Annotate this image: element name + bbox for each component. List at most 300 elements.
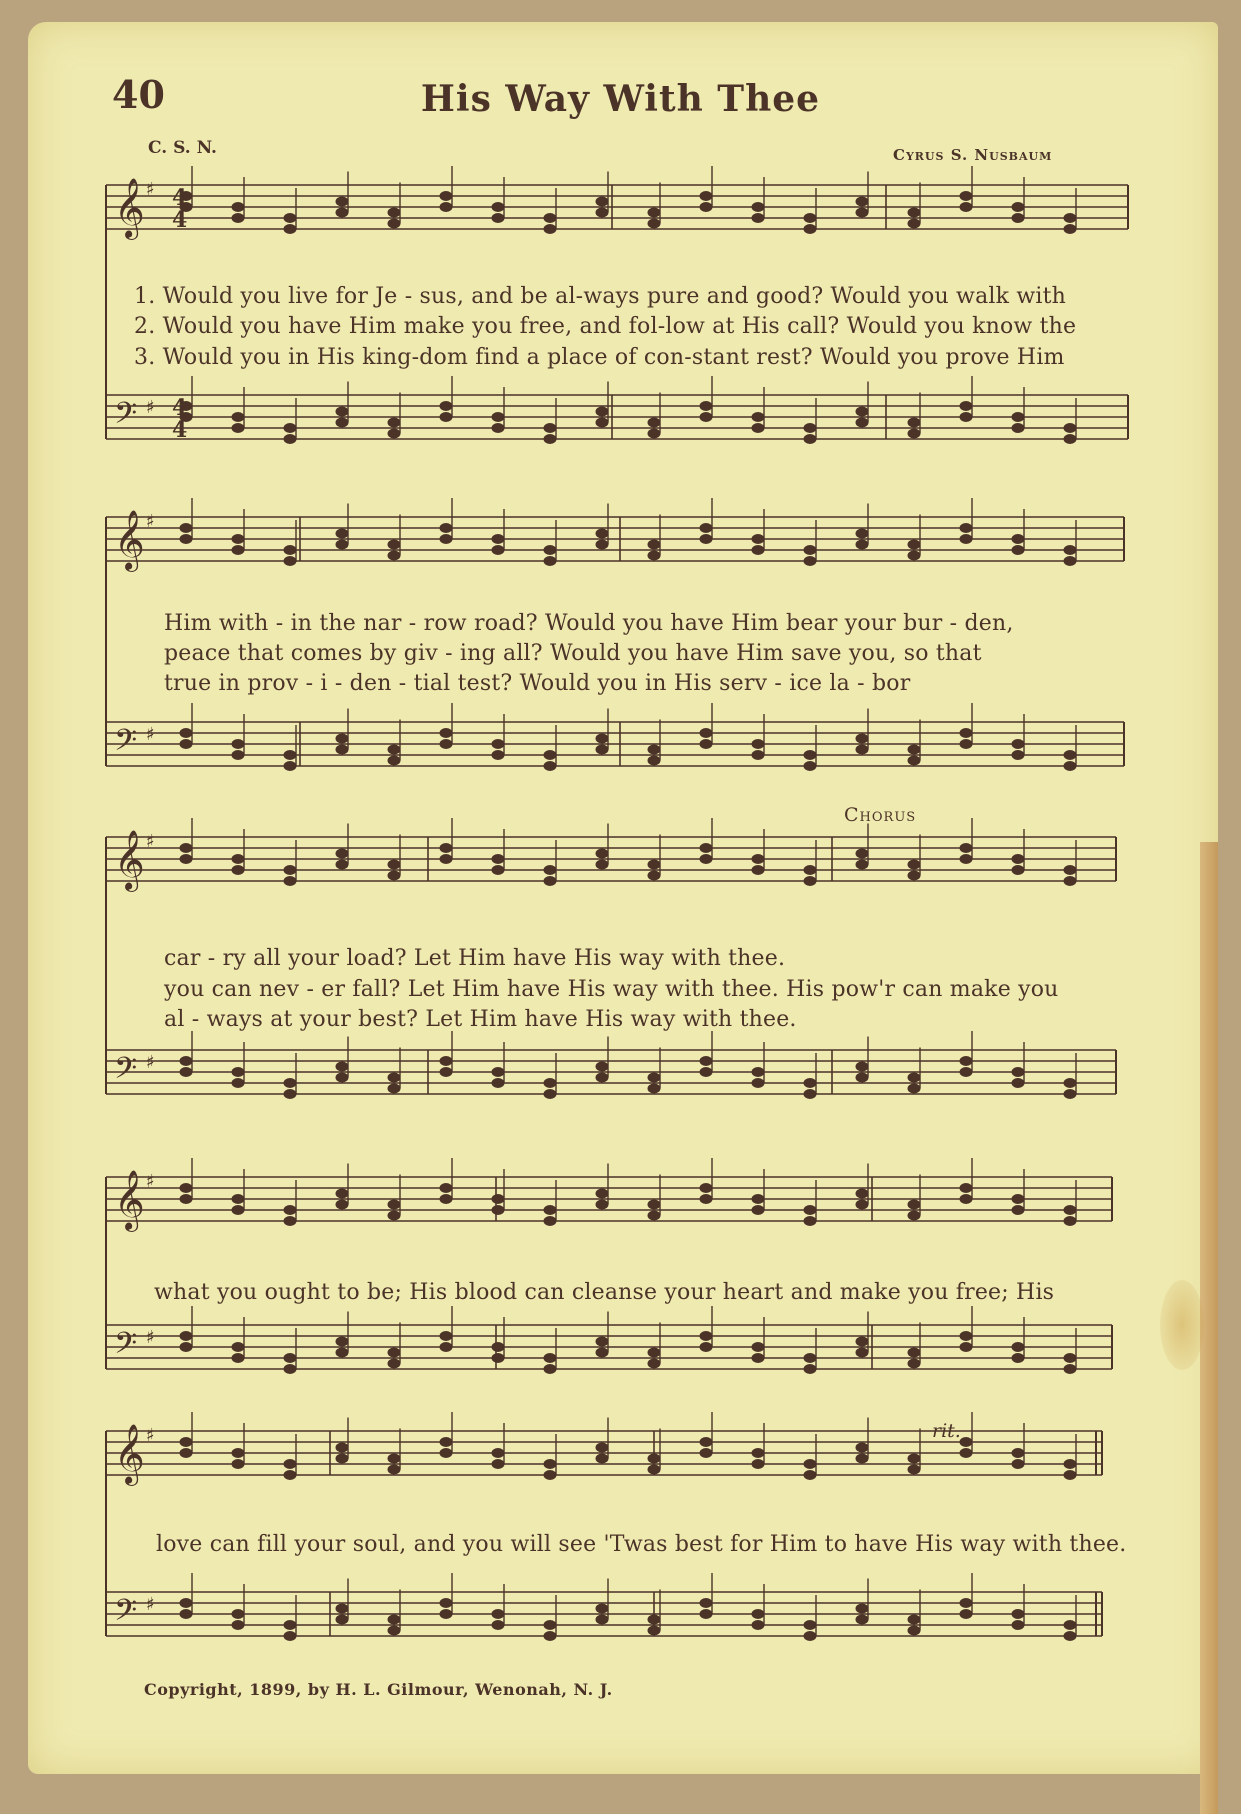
note-head [908, 1073, 921, 1083]
note-head [388, 551, 401, 561]
note-head [492, 739, 505, 749]
note-head [336, 1337, 349, 1347]
note-head [596, 1348, 609, 1358]
note-head [960, 1609, 973, 1619]
note-head [180, 1609, 193, 1619]
note-head [1064, 1089, 1077, 1099]
note-head [440, 202, 453, 212]
note-head [908, 219, 921, 229]
note-head [700, 1437, 713, 1447]
bass-clef-icon: 𝄢 [114, 724, 138, 765]
note-head [700, 854, 713, 864]
note-head [752, 213, 765, 223]
note-head [596, 1062, 609, 1072]
note-head [388, 1626, 401, 1636]
sharp-icon: ♯ [146, 724, 155, 745]
note-head [1012, 423, 1025, 433]
note-head [908, 540, 921, 550]
note-head [284, 545, 297, 555]
note-head [492, 423, 505, 433]
note-head [804, 545, 817, 555]
note-head [1064, 1216, 1077, 1226]
note-head [492, 1459, 505, 1469]
note-head [1064, 1620, 1077, 1630]
note-head [232, 423, 245, 433]
note-head [752, 412, 765, 422]
note-head [1012, 1459, 1025, 1469]
note-head [492, 1353, 505, 1363]
note-head [752, 1609, 765, 1619]
note-head [960, 1067, 973, 1077]
note-head [804, 876, 817, 886]
note-head [804, 1631, 817, 1641]
lyric-line: 1. Would you live for Je - sus, and be al-ways pure and good? Would you walk with [134, 284, 1067, 309]
note-head [1012, 534, 1025, 544]
note-head [284, 1205, 297, 1215]
note-head [336, 745, 349, 755]
note-head [284, 556, 297, 566]
note-head [388, 219, 401, 229]
note-head [856, 1073, 869, 1083]
note-head [700, 202, 713, 212]
note-head [596, 1073, 609, 1083]
note-head [648, 1359, 661, 1369]
note-head [1012, 412, 1025, 422]
note-head [336, 1073, 349, 1083]
note-head [700, 843, 713, 853]
note-head [596, 745, 609, 755]
note-head [544, 865, 557, 875]
note-head [752, 1205, 765, 1215]
note-head [960, 202, 973, 212]
note-head [700, 191, 713, 201]
note-head [752, 1620, 765, 1630]
note-head [960, 843, 973, 853]
note-head [804, 865, 817, 875]
note-head [336, 1200, 349, 1210]
note-head [648, 871, 661, 881]
note-head [960, 1331, 973, 1341]
note-head [856, 407, 869, 417]
note-head [232, 1342, 245, 1352]
note-head [232, 865, 245, 875]
note-head [336, 1443, 349, 1453]
note-head [856, 208, 869, 218]
note-head [544, 1620, 557, 1630]
note-head [544, 1353, 557, 1363]
note-head [700, 1342, 713, 1352]
note-head [544, 213, 557, 223]
note-head [440, 1342, 453, 1352]
note-head [596, 1454, 609, 1464]
note-head [180, 534, 193, 544]
note-head [440, 534, 453, 544]
note-head [284, 1620, 297, 1630]
note-head [596, 734, 609, 744]
note-head [752, 545, 765, 555]
note-head [492, 412, 505, 422]
note-head [1012, 1067, 1025, 1077]
note-head [180, 1598, 193, 1608]
note-head [752, 423, 765, 433]
note-head [908, 551, 921, 561]
note-head [856, 1454, 869, 1464]
note-head [856, 1200, 869, 1210]
note-head [336, 407, 349, 417]
note-head [1064, 545, 1077, 555]
note-head [388, 540, 401, 550]
note-head [752, 1448, 765, 1458]
note-head [232, 213, 245, 223]
note-head [804, 213, 817, 223]
note-head [908, 1084, 921, 1094]
note-head [908, 1200, 921, 1210]
note-head [804, 750, 817, 760]
note-head [284, 423, 297, 433]
note-head [856, 529, 869, 539]
note-head [388, 1465, 401, 1475]
note-head [440, 1448, 453, 1458]
note-head [908, 1465, 921, 1475]
note-head [544, 1205, 557, 1215]
note-head [388, 208, 401, 218]
sharp-icon: ♯ [146, 179, 155, 200]
note-head [284, 1216, 297, 1226]
chorus-label: Chorus [844, 804, 917, 826]
note-head [648, 1348, 661, 1358]
note-head [700, 1194, 713, 1204]
note-head [492, 1342, 505, 1352]
note-head [284, 1631, 297, 1641]
note-head [752, 1078, 765, 1088]
note-head [908, 208, 921, 218]
note-head [1064, 1631, 1077, 1641]
note-head [180, 1194, 193, 1204]
note-head [180, 1331, 193, 1341]
lyric-line: what you ought to be; His blood can cleanse your heart and make you free; His [154, 1280, 1055, 1305]
lyric-line: love can fill your soul, and you will see 'Twas best for Him to have His way with thee. [156, 1532, 1127, 1557]
note-head [544, 1078, 557, 1088]
note-head [336, 860, 349, 870]
treble-clef-icon: 𝄞 [114, 1170, 145, 1230]
note-head [908, 1359, 921, 1369]
note-head [284, 434, 297, 444]
lyric-line: Him with - in the nar - row road? Would you have Him bear your bur - den, [164, 611, 1014, 636]
note-head [492, 1067, 505, 1077]
note-head [180, 728, 193, 738]
note-head [440, 1183, 453, 1193]
note-head [700, 1056, 713, 1066]
note-head [492, 545, 505, 555]
note-head [232, 1078, 245, 1088]
note-head [908, 756, 921, 766]
note-head [440, 739, 453, 749]
note-head [284, 1459, 297, 1469]
note-head [908, 1211, 921, 1221]
note-head [284, 1078, 297, 1088]
note-head [908, 1454, 921, 1464]
note-head [1012, 1620, 1025, 1630]
note-head [1064, 1353, 1077, 1363]
note-head [440, 1194, 453, 1204]
lyric-line: you can nev - er fall? Let Him have His way with thee. His pow'r can make you [164, 977, 1059, 1002]
note-head [804, 1205, 817, 1215]
note-head [856, 1337, 869, 1347]
note-head [596, 1604, 609, 1614]
time-signature: 4 [172, 417, 188, 443]
note-head [908, 1626, 921, 1636]
note-head [648, 540, 661, 550]
note-head [960, 854, 973, 864]
note-head [180, 1183, 193, 1193]
note-head [804, 224, 817, 234]
note-head [1012, 1342, 1025, 1352]
composer-credit: Cyrus S. Nusbaum [893, 146, 1053, 164]
note-head [700, 1448, 713, 1458]
note-head [336, 1454, 349, 1464]
note-head [388, 1615, 401, 1625]
note-head [960, 1342, 973, 1352]
note-head [284, 761, 297, 771]
note-head [1012, 202, 1025, 212]
note-head [492, 1620, 505, 1630]
note-head [960, 534, 973, 544]
note-head [388, 1348, 401, 1358]
note-head [596, 849, 609, 859]
note-head [336, 529, 349, 539]
note-head [1064, 1205, 1077, 1215]
note-head [648, 1615, 661, 1625]
note-head [440, 1067, 453, 1077]
note-head [804, 434, 817, 444]
note-head [232, 1448, 245, 1458]
note-head [596, 540, 609, 550]
sharp-icon: ♯ [146, 1171, 155, 1192]
note-head [700, 534, 713, 544]
note-head [648, 1084, 661, 1094]
note-head [284, 1353, 297, 1363]
sharp-icon: ♯ [146, 1425, 155, 1446]
note-head [440, 728, 453, 738]
note-head [752, 1459, 765, 1469]
note-head [232, 202, 245, 212]
note-head [1064, 761, 1077, 771]
note-head [440, 1598, 453, 1608]
sharp-icon: ♯ [146, 511, 155, 532]
lyric-line: peace that comes by giv - ing all? Would you have Him save you, so that [164, 641, 982, 666]
note-head [284, 224, 297, 234]
note-head [648, 1211, 661, 1221]
treble-clef-icon: 𝄞 [114, 1424, 145, 1484]
note-head [1012, 1353, 1025, 1363]
note-head [700, 1067, 713, 1077]
note-head [1012, 1448, 1025, 1458]
note-head [700, 1598, 713, 1608]
note-head [492, 1609, 505, 1619]
note-head [908, 1348, 921, 1358]
note-head [232, 1194, 245, 1204]
note-head [440, 1056, 453, 1066]
note-head [492, 865, 505, 875]
note-head [440, 191, 453, 201]
note-head [544, 761, 557, 771]
note-head [492, 1205, 505, 1215]
note-head [440, 401, 453, 411]
note-head [804, 1470, 817, 1480]
note-head [752, 865, 765, 875]
note-head [232, 1205, 245, 1215]
note-head [960, 1448, 973, 1458]
note-head [180, 1067, 193, 1077]
note-head [856, 1604, 869, 1614]
note-head [336, 1348, 349, 1358]
note-head [856, 197, 869, 207]
note-head [388, 1359, 401, 1369]
note-head [544, 750, 557, 760]
note-head [700, 739, 713, 749]
note-head [1012, 1194, 1025, 1204]
note-head [752, 202, 765, 212]
note-head [648, 429, 661, 439]
note-head [960, 401, 973, 411]
sharp-icon: ♯ [146, 1052, 155, 1073]
note-head [700, 401, 713, 411]
note-head [1012, 213, 1025, 223]
sharp-icon: ♯ [146, 397, 155, 418]
note-head [1012, 739, 1025, 749]
note-head [648, 1200, 661, 1210]
note-head [232, 412, 245, 422]
note-head [492, 750, 505, 760]
note-head [440, 854, 453, 864]
time-signature: 4 [172, 207, 188, 233]
hymn-number: 40 [112, 72, 165, 117]
note-head [596, 1615, 609, 1625]
note-head [544, 423, 557, 433]
note-head [960, 1437, 973, 1447]
note-head [908, 1615, 921, 1625]
hymn-title: His Way With Thee [420, 78, 821, 120]
note-head [440, 843, 453, 853]
note-head [1012, 854, 1025, 864]
note-head [752, 1353, 765, 1363]
note-head [232, 739, 245, 749]
note-head [648, 745, 661, 755]
note-head [908, 429, 921, 439]
note-head [388, 1200, 401, 1210]
lyric-line: 2. Would you have Him make you free, and fol-low at His call? Would you know the [134, 314, 1077, 339]
note-head [596, 197, 609, 207]
note-head [960, 1183, 973, 1193]
note-head [700, 412, 713, 422]
note-head [960, 728, 973, 738]
note-head [492, 202, 505, 212]
note-head [284, 876, 297, 886]
time-signature: 4 [172, 185, 188, 211]
note-head [180, 1342, 193, 1352]
note-head [752, 854, 765, 864]
note-head [856, 1189, 869, 1199]
note-head [388, 1073, 401, 1083]
note-head [180, 1448, 193, 1458]
note-head [596, 208, 609, 218]
note-head [388, 871, 401, 881]
note-head [596, 1200, 609, 1210]
treble-clef-icon: 𝄞 [114, 510, 145, 570]
note-head [1064, 423, 1077, 433]
note-head [648, 1073, 661, 1083]
note-head [1064, 556, 1077, 566]
note-head [856, 849, 869, 859]
note-head [648, 551, 661, 561]
note-head [1012, 545, 1025, 555]
note-head [596, 860, 609, 870]
note-head [232, 1067, 245, 1077]
note-head [388, 745, 401, 755]
note-head [492, 1078, 505, 1088]
note-head [492, 213, 505, 223]
note-head [804, 761, 817, 771]
treble-clef-icon: 𝄞 [114, 178, 145, 238]
note-head [336, 1189, 349, 1199]
note-head [336, 418, 349, 428]
note-head [960, 412, 973, 422]
note-head [648, 219, 661, 229]
note-head [1064, 876, 1077, 886]
note-head [596, 1189, 609, 1199]
note-head [388, 429, 401, 439]
lyric-line: al - ways at your best? Let Him have His way with thee. [164, 1007, 797, 1032]
note-head [440, 1437, 453, 1447]
note-head [960, 1194, 973, 1204]
sharp-icon: ♯ [146, 1594, 155, 1615]
note-head [804, 1089, 817, 1099]
note-head [544, 434, 557, 444]
note-head [804, 423, 817, 433]
note-head [1012, 750, 1025, 760]
note-head [908, 418, 921, 428]
note-head [700, 1183, 713, 1193]
sharp-icon: ♯ [146, 831, 155, 852]
note-head [1064, 1364, 1077, 1374]
note-head [648, 860, 661, 870]
note-head [1064, 1470, 1077, 1480]
note-head [752, 750, 765, 760]
note-head [180, 1056, 193, 1066]
time-signature: 4 [172, 395, 188, 421]
note-head [960, 191, 973, 201]
bass-clef-icon: 𝄢 [114, 1327, 138, 1368]
ritardando-marking: rit. [932, 1420, 961, 1442]
note-head [544, 556, 557, 566]
note-head [1064, 865, 1077, 875]
note-head [700, 728, 713, 738]
note-head [1064, 224, 1077, 234]
note-head [648, 756, 661, 766]
note-head [700, 1609, 713, 1619]
note-head [180, 739, 193, 749]
note-head [700, 523, 713, 533]
bass-clef-icon: 𝄢 [114, 397, 138, 438]
note-head [544, 545, 557, 555]
note-head [856, 540, 869, 550]
note-head [284, 213, 297, 223]
note-head [544, 224, 557, 234]
note-head [232, 534, 245, 544]
note-head [1064, 434, 1077, 444]
note-head [388, 1454, 401, 1464]
note-head [856, 418, 869, 428]
